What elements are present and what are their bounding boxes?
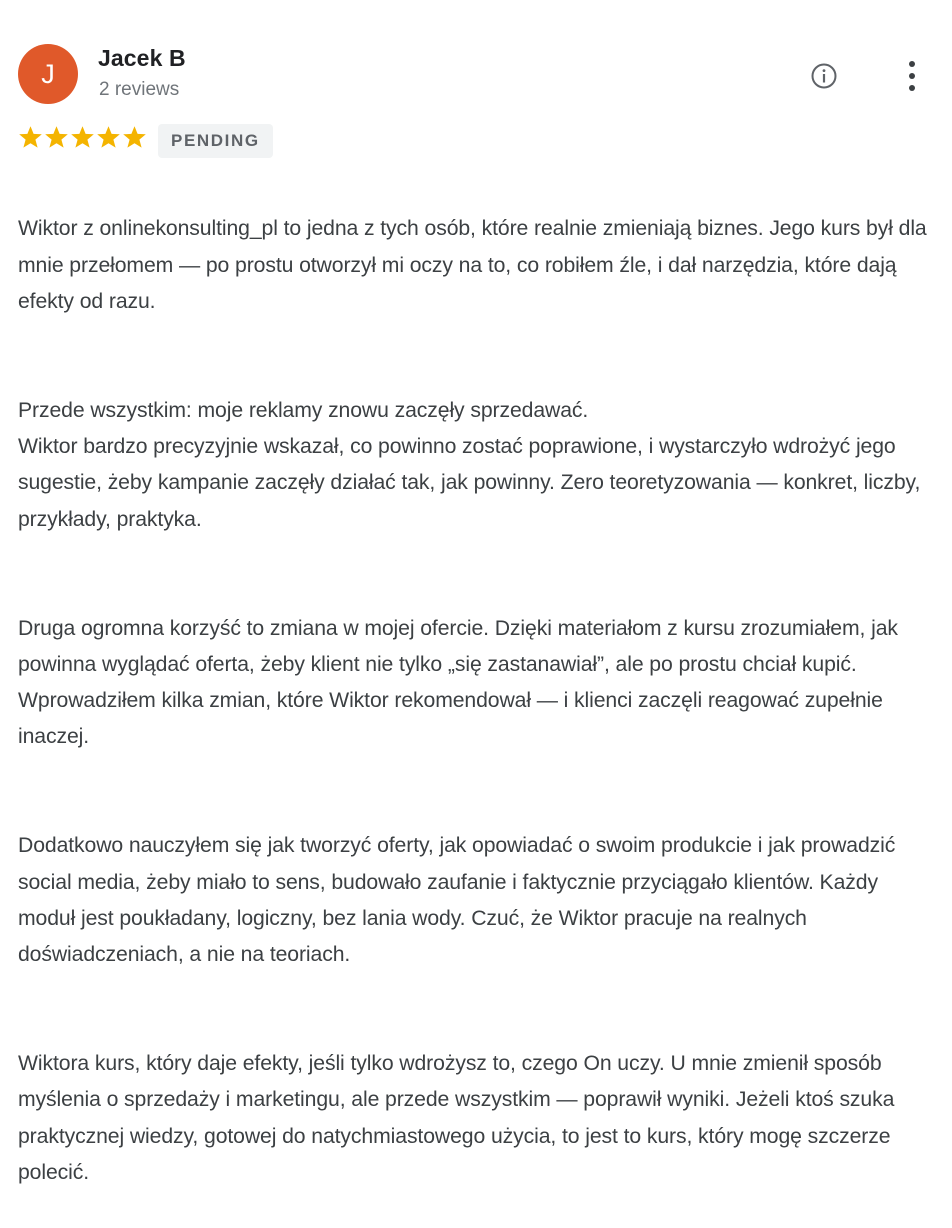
- info-button[interactable]: [810, 62, 838, 90]
- avatar-initial: J: [41, 58, 55, 89]
- status-badge: PENDING: [158, 124, 273, 158]
- star-icon: [44, 125, 69, 150]
- star-rating: [18, 125, 147, 150]
- star-icon: [122, 125, 147, 150]
- more-vertical-icon: [896, 57, 928, 95]
- review-paragraph: Przede wszystkim: moje reklamy znowu zaczęły sprzedawać. Wiktor bardzo precyzyjnie wskazał, co powinno zostać poprawione, i wystarczyło wdrożyć jego sugestie, żeby kampanie zaczęły działać tak, jak powinny. Zero teoretyzowania — konkret, liczby, przykłady, praktyka.: [18, 398, 921, 531]
- review-paragraph: Dodatkowo nauczyłem się jak tworzyć oferty, jak opowiadać o swoim produkcie i jak prowadzić social media, żeby miało to sens, budowało zaufanie i faktycznie przyciągało klientów. Każdy moduł jest poukładany, logiczny, bez lania wody. Czuć, że Wiktor pracuje na realnych doświadczeniach, a nie na teoriach.: [18, 834, 896, 967]
- review-paragraph: Druga ogromna korzyść to zmiana w mojej ofercie. Dzięki materiałom z kursu zrozumiałem, jak powinna wyglądać oferta, żeby klient nie tylko „się zastanawiał”, ale po prostu chciał kupić. Wprowadziłem kilka zmian, które Wiktor rekomendował — i klienci zaczęli reagować zupełnie inaczej.: [18, 616, 898, 749]
- review-paragraph: Wiktora kurs, który daje efekty, jeśli tylko wdrożysz to, czego On uczy. U mnie zmienił sposób myślenia o sprzedaży i marketingu, ale przede wszystkim — poprawił wyniki. Jeżeli ktoś szuka praktycznej wiedzy, gotowej do natychmiastowego użycia, to jest to kurs, który mogę szczerze polecić.: [18, 1052, 895, 1185]
- star-icon: [70, 125, 95, 150]
- star-icon: [96, 125, 121, 150]
- more-options-button[interactable]: [896, 57, 928, 95]
- review-text: [18, 175, 940, 1228]
- reviewer-name[interactable]: Jacek B: [98, 45, 186, 71]
- info-icon: [810, 62, 838, 90]
- avatar[interactable]: [18, 44, 78, 104]
- review-count: 2 reviews: [99, 79, 180, 100]
- review-paragraph: Wiktor z onlinekonsulting_pl to jedna z tych osób, które realnie zmieniają biznes. Jego kurs był dla mnie przełomem — po prostu otworzył mi oczy na to, co robiłem źle, i dał narzędzia, które dają efekty od razu.: [18, 217, 927, 313]
- star-icon: [18, 125, 43, 150]
